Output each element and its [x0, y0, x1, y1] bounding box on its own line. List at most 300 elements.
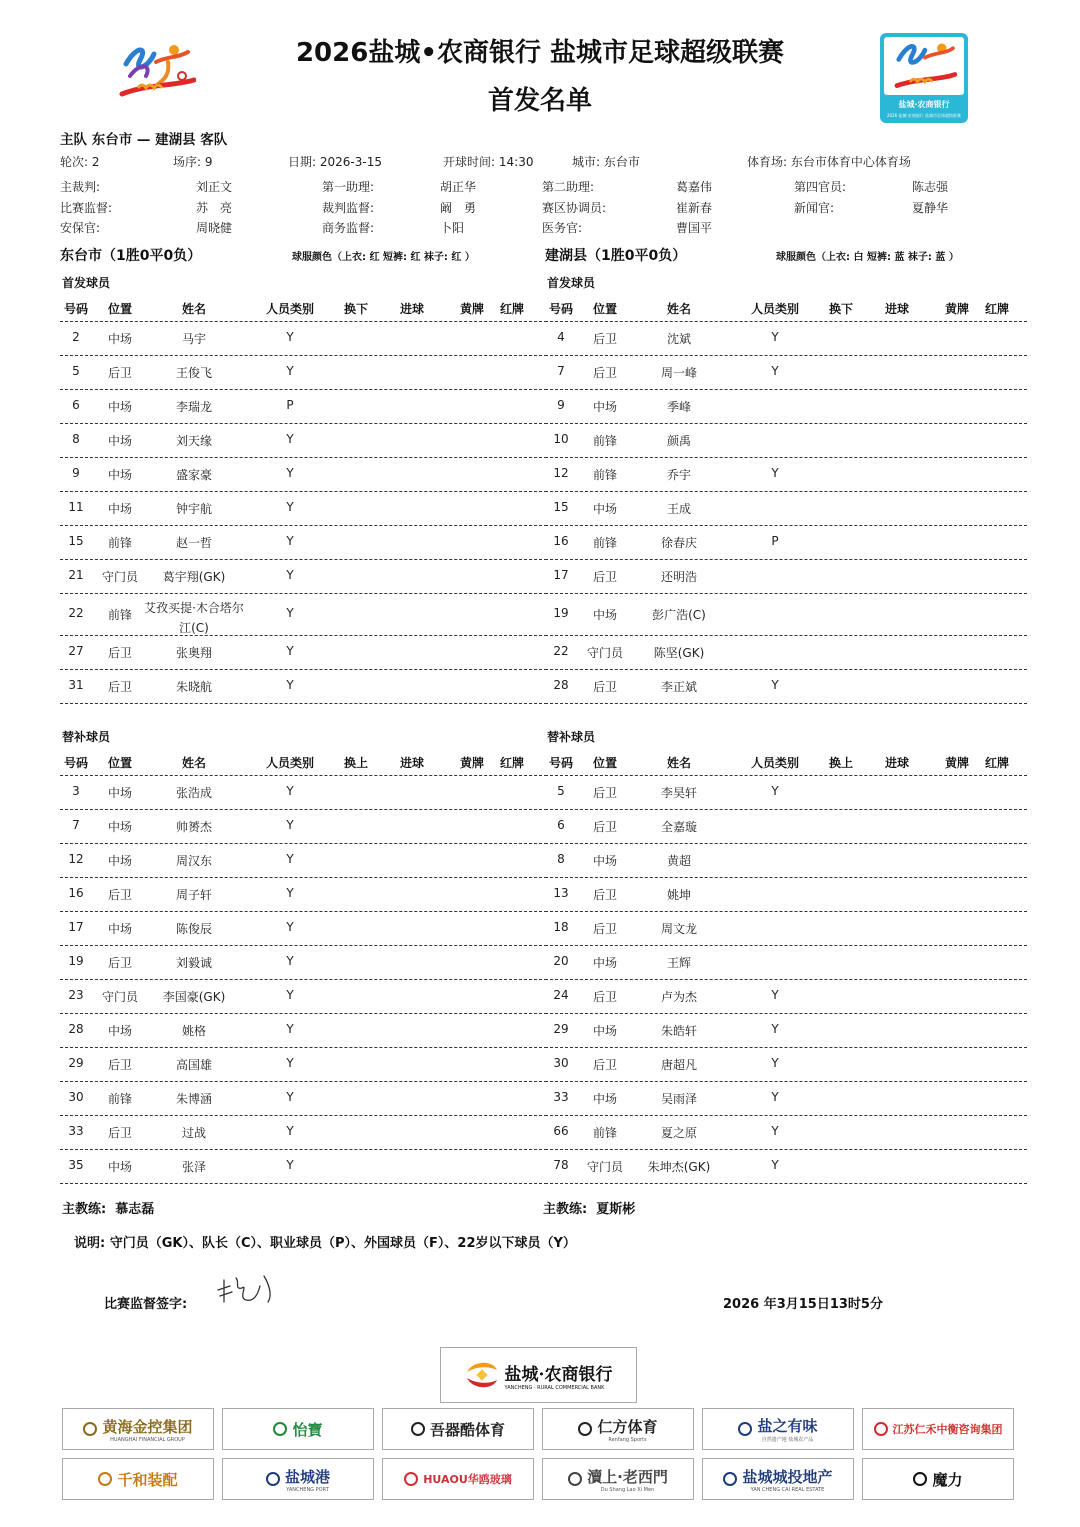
row-divider [545, 321, 1027, 322]
home-starters-row-position: 后卫 [107, 646, 132, 660]
away-subs-row-number: 18 [553, 920, 569, 934]
row-divider [545, 593, 1027, 594]
home-starters-row-category: Y [286, 364, 294, 378]
official-label: 主裁判: [60, 180, 101, 194]
page-title: 2026盐城•农商银行 盐城市足球超级联赛 [295, 38, 785, 68]
away-subs-row-name: 夏之原 [660, 1126, 697, 1140]
home-starters-row-name: 王俊飞 [175, 366, 212, 380]
official-label: 第四官员: [794, 180, 847, 194]
row-divider [60, 1149, 547, 1150]
away-subs-row-position: 后卫 [592, 990, 617, 1004]
match-number-info: 场序: 9 [173, 155, 213, 169]
column-header: 号码 [549, 756, 574, 770]
round-info: 轮次: 2 [60, 155, 100, 169]
away-starters-row-number: 17 [553, 568, 569, 582]
sponsor-mark-icon [411, 1422, 425, 1436]
home-subs-row-position: 守门员 [101, 990, 138, 1004]
row-divider [545, 1081, 1027, 1082]
away-starters-row-number: 10 [553, 432, 569, 446]
row-divider [60, 1047, 547, 1048]
column-header: 换下 [829, 302, 854, 316]
home-subs-row-number: 23 [68, 988, 84, 1002]
away-starters-row-name: 季峰 [666, 400, 691, 414]
away-starters-row-number: 9 [557, 398, 565, 412]
home-subs-row-category: Y [286, 886, 294, 900]
home-subs-row-name: 李国豪(GK) [162, 990, 226, 1004]
home-subs-row-category: Y [286, 988, 294, 1002]
away-subs-row-number: 24 [553, 988, 569, 1002]
away-starters-row-name: 彭广浩(C) [652, 608, 706, 622]
home-subs-row-name: 张浩成 [175, 786, 212, 800]
home-subs-row-name: 帅赟杰 [175, 820, 212, 834]
home-starters-row-position: 前锋 [107, 536, 132, 550]
column-header: 号码 [549, 302, 574, 316]
sponsor-logo: 瀆上·老西門 Du Shang Lao Xi Men [542, 1458, 694, 1500]
official-name: 胡正华 [440, 180, 477, 194]
home-starters-row-name: 朱晓航 [175, 680, 212, 694]
away-subs-row-name: 朱皓轩 [660, 1024, 697, 1038]
home-starters-row-category: Y [286, 330, 294, 344]
away-subs-row-position: 中场 [592, 1092, 617, 1106]
official-name: 陈志强 [912, 180, 949, 194]
sponsor-badge-text: 盐城·农商银行 [898, 100, 950, 109]
column-header: 号码 [64, 302, 89, 316]
matchup-heading: 主队 东台市 — 建湖县 客队 [60, 132, 228, 148]
home-starters-row-category: Y [286, 432, 294, 446]
home-starters-row-number: 15 [68, 534, 84, 548]
away-subs-row-name: 王辉 [666, 956, 691, 970]
home-subs-row-category: Y [286, 1090, 294, 1104]
official-label: 安保官: [60, 221, 101, 235]
home-subs-row-number: 3 [72, 784, 80, 798]
away-subs-row-category: Y [771, 1056, 779, 1070]
away-starters-row-position: 前锋 [592, 536, 617, 550]
row-divider [545, 389, 1027, 390]
signature-icon [214, 1272, 280, 1306]
home-subs-row-position: 前锋 [107, 1092, 132, 1106]
away-kit-colors: 球服颜色（上衣: 白 短裤: 蓝 袜子: 蓝 ） [776, 252, 959, 263]
away-starters-row-name: 徐春庆 [660, 536, 697, 550]
home-subs-row-number: 28 [68, 1022, 84, 1036]
sponsor-mark-icon [568, 1472, 582, 1486]
official-name: 曹国平 [676, 221, 713, 235]
away-subs-row-category: Y [771, 1124, 779, 1138]
sponsor-logo: 吾器酷体育 [382, 1408, 534, 1450]
row-divider [545, 669, 1027, 670]
sponsor-logo: 仁方体育 Renfang Sports [542, 1408, 694, 1450]
away-subs-row-position: 后卫 [592, 1058, 617, 1072]
home-subs-row-number: 12 [68, 852, 84, 866]
home-subs-row-category: Y [286, 920, 294, 934]
away-subs-row-position: 后卫 [592, 922, 617, 936]
home-subs-row-position: 中场 [107, 820, 132, 834]
away-starters-row-position: 中场 [592, 608, 617, 622]
column-header: 进球 [885, 756, 910, 770]
home-starters-row-number: 9 [72, 466, 80, 480]
sponsor-logo: 怡寶 [222, 1408, 374, 1450]
row-divider [545, 457, 1027, 458]
sponsor-logo: 千和装配 [62, 1458, 214, 1500]
home-starters-row-name: 赵一哲 [175, 536, 212, 550]
home-starters-row-number: 6 [72, 398, 80, 412]
away-starters-row-number: 15 [553, 500, 569, 514]
column-header: 姓名 [667, 302, 692, 316]
home-subs-row-position: 中场 [107, 786, 132, 800]
column-header: 人员类别 [751, 756, 800, 770]
column-header: 位置 [593, 756, 618, 770]
away-subs-row-name: 卢为杰 [660, 990, 697, 1004]
signature-datetime: 2026 年3月15日13时5分 [723, 1297, 883, 1312]
row-divider [60, 1081, 547, 1082]
away-subs-row-number: 29 [553, 1022, 569, 1036]
row-divider [545, 809, 1027, 810]
away-starters-row-number: 19 [553, 606, 569, 620]
home-starters-row-number: 27 [68, 644, 84, 658]
sponsor-mark-icon [98, 1472, 112, 1486]
row-divider [60, 389, 547, 390]
sponsor-mark-icon [578, 1422, 592, 1436]
away-starters-row-number: 22 [553, 644, 569, 658]
home-starters-row-name: 李瑞龙 [175, 400, 212, 414]
away-starters-row-name: 沈斌 [666, 332, 691, 346]
column-header: 红牌 [985, 302, 1010, 316]
home-subs-row-category: Y [286, 954, 294, 968]
home-starters-row-position: 后卫 [107, 366, 132, 380]
away-starters-row-name: 周一峰 [660, 366, 697, 380]
bank-logo-icon [465, 1360, 499, 1390]
home-subs-row-number: 33 [68, 1124, 84, 1138]
page-subtitle: 首发名单 [487, 86, 592, 116]
home-starters-row-number: 11 [68, 500, 84, 514]
away-subs-row-category: Y [771, 1090, 779, 1104]
home-head-coach: 主教练: 慕志磊 [62, 1202, 155, 1217]
title-sponsor-logo: 盐城·农商银行 YANCHENG · RURAL COMMERCIAL BANK [440, 1347, 637, 1403]
away-subs-row-position: 守门员 [586, 1160, 623, 1174]
home-subs-row-name: 陈俊辰 [175, 922, 212, 936]
column-header: 位置 [108, 756, 133, 770]
sponsor-logo: HUAOU华鸥玻璃 [382, 1458, 534, 1500]
sponsor-logo: 黄海金控集团 HUANGHAI FINANCIAL GROUP [62, 1408, 214, 1450]
away-starters-row-category: P [771, 534, 779, 548]
home-starters-row-category: P [286, 398, 294, 412]
sponsor-mark-icon [874, 1422, 888, 1436]
sponsor-logo: 江苏仁禾中衡咨询集团 [862, 1408, 1014, 1450]
row-divider [60, 703, 547, 704]
row-divider [60, 945, 547, 946]
home-starters-row-number: 2 [72, 330, 80, 344]
away-starters-row-position: 前锋 [592, 468, 617, 482]
row-divider [60, 1013, 547, 1014]
away-starters-row-name: 还明浩 [660, 570, 697, 584]
row-divider [545, 843, 1027, 844]
away-subs-row-name: 吴雨泽 [660, 1092, 697, 1106]
column-header: 人员类别 [751, 302, 800, 316]
home-subs-row-name: 过战 [181, 1126, 206, 1140]
column-header: 人员类别 [266, 302, 315, 316]
home-starters-row-number: 31 [68, 678, 84, 692]
column-header: 姓名 [667, 756, 692, 770]
city-info: 城市: 东台市 [572, 155, 640, 169]
home-subs-row-category: Y [286, 1056, 294, 1070]
column-header: 红牌 [985, 756, 1010, 770]
league-emblem-right [884, 37, 964, 95]
home-starters-row-position: 后卫 [107, 680, 132, 694]
home-starters-row-name: 艾孜买提·木合塔尔江(C) [144, 601, 244, 635]
home-subs-row-category: Y [286, 784, 294, 798]
column-header: 换上 [344, 756, 369, 770]
row-divider [545, 559, 1027, 560]
home-subs-row-name: 高国雄 [175, 1058, 212, 1072]
column-header: 人员类别 [266, 756, 315, 770]
away-starters-row-position: 守门员 [586, 646, 623, 660]
official-name: 崔新春 [676, 201, 713, 215]
away-starters-row-position: 后卫 [592, 332, 617, 346]
legend-note: 说明: 守门员（GK）、队长（C）、职业球员（P）、外国球员（F）、22岁以下球员（Y） [74, 1236, 576, 1251]
away-starters-row-name: 颜禹 [666, 434, 691, 448]
column-header: 位置 [593, 302, 618, 316]
away-subs-row-category: Y [771, 1158, 779, 1172]
row-divider [60, 775, 547, 776]
home-starters-row-position: 中场 [107, 332, 132, 346]
row-divider [60, 669, 547, 670]
home-subs-row-number: 17 [68, 920, 84, 934]
official-name: 夏静华 [912, 201, 949, 215]
away-starters-row-position: 中场 [592, 400, 617, 414]
row-divider [545, 525, 1027, 526]
home-starters-row-name: 葛宇翔(GK) [162, 570, 226, 584]
home-subs-row-number: 30 [68, 1090, 84, 1104]
away-starters-row-name: 王成 [666, 502, 691, 516]
row-divider [545, 1047, 1027, 1048]
away-starters-row-category: Y [771, 678, 779, 692]
away-starters-row-number: 16 [553, 534, 569, 548]
away-subs-row-number: 66 [553, 1124, 569, 1138]
row-divider [545, 355, 1027, 356]
column-header: 进球 [400, 302, 425, 316]
home-starters-row-number: 5 [72, 364, 80, 378]
home-subs-row-name: 周汉东 [175, 854, 212, 868]
column-header: 黄牌 [945, 756, 970, 770]
row-divider [545, 945, 1027, 946]
home-subs-row-position: 中场 [107, 854, 132, 868]
home-starters-row-name: 刘天缘 [175, 434, 212, 448]
away-subs-row-number: 78 [553, 1158, 569, 1172]
row-divider [545, 1149, 1027, 1150]
official-name: 葛嘉伟 [676, 180, 713, 194]
row-divider [60, 1183, 547, 1184]
home-starters-row-category: Y [286, 466, 294, 480]
home-starters-row-position: 中场 [107, 468, 132, 482]
away-starters-row-category: Y [771, 466, 779, 480]
official-label: 比赛监督: [60, 201, 113, 215]
sponsor-mark-icon [913, 1472, 927, 1486]
row-divider [60, 525, 547, 526]
away-subs-row-category: Y [771, 988, 779, 1002]
home-starters-row-category: Y [286, 500, 294, 514]
away-starters-label: 首发球员 [547, 276, 596, 290]
sponsor-logo: 盐城港 YANCHENG PORT [222, 1458, 374, 1500]
away-subs-row-position: 后卫 [592, 820, 617, 834]
away-subs-row-category: Y [771, 1022, 779, 1036]
row-divider [60, 457, 547, 458]
official-label: 裁判监督: [322, 201, 375, 215]
away-starters-row-name: 乔宇 [666, 468, 691, 482]
away-starters-row-number: 28 [553, 678, 569, 692]
row-divider [60, 1115, 547, 1116]
home-starters-row-position: 中场 [107, 434, 132, 448]
away-starters-row-category: Y [771, 364, 779, 378]
away-starters-row-position: 后卫 [592, 366, 617, 380]
stadium-info: 体育场: 东台市体育中心体育场 [747, 155, 911, 169]
away-subs-row-position: 中场 [592, 956, 617, 970]
away-subs-row-number: 13 [553, 886, 569, 900]
date-info: 日期: 2026-3-15 [288, 155, 382, 169]
official-label: 医务官: [542, 221, 583, 235]
away-subs-label: 替补球员 [547, 730, 596, 744]
away-starters-row-number: 4 [557, 330, 565, 344]
home-subs-row-name: 张泽 [181, 1160, 206, 1174]
home-subs-row-position: 中场 [107, 922, 132, 936]
row-divider [545, 635, 1027, 636]
official-label: 新闻官: [794, 201, 835, 215]
official-name: 苏 亮 [196, 201, 233, 215]
row-divider [60, 491, 547, 492]
row-divider [545, 703, 1027, 704]
row-divider [60, 979, 547, 980]
away-starters-row-name: 李正斌 [660, 680, 697, 694]
home-subs-row-position: 后卫 [107, 1058, 132, 1072]
home-kit-colors: 球服颜色（上衣: 红 短裤: 红 袜子: 红 ） [292, 252, 475, 263]
row-divider [60, 843, 547, 844]
sponsor-mark-icon [404, 1472, 418, 1486]
away-subs-row-position: 中场 [592, 854, 617, 868]
home-subs-row-number: 16 [68, 886, 84, 900]
row-divider [60, 559, 547, 560]
home-subs-row-position: 中场 [107, 1160, 132, 1174]
column-header: 进球 [400, 756, 425, 770]
away-subs-row-name: 唐超凡 [660, 1058, 697, 1072]
sponsor-logo: 盐之有味 自然遗产地 盐城农产品 [702, 1408, 854, 1450]
sponsor-mark-icon [738, 1422, 752, 1436]
column-header: 红牌 [500, 302, 525, 316]
row-divider [60, 423, 547, 424]
away-subs-row-category: Y [771, 784, 779, 798]
home-subs-row-number: 19 [68, 954, 84, 968]
home-subs-row-name: 姚格 [181, 1024, 206, 1038]
home-subs-label: 替补球员 [62, 730, 111, 744]
home-subs-row-name: 刘毅诚 [175, 956, 212, 970]
official-label: 商务监督: [322, 221, 375, 235]
away-subs-row-name: 周文龙 [660, 922, 697, 936]
home-starters-row-name: 马宇 [181, 332, 206, 346]
row-divider [545, 911, 1027, 912]
home-subs-row-position: 后卫 [107, 956, 132, 970]
away-subs-row-name: 全嘉璇 [660, 820, 697, 834]
away-starters-row-name: 陈坚(GK) [653, 646, 705, 660]
home-subs-row-name: 朱博涵 [175, 1092, 212, 1106]
home-subs-row-number: 7 [72, 818, 80, 832]
home-starters-row-category: Y [286, 678, 294, 692]
home-subs-row-category: Y [286, 852, 294, 866]
row-divider [60, 355, 547, 356]
home-subs-row-name: 周子轩 [175, 888, 212, 902]
column-header: 黄牌 [460, 756, 485, 770]
home-starters-row-name: 盛家豪 [175, 468, 212, 482]
official-name: 卜阳 [440, 221, 465, 235]
row-divider [60, 593, 547, 594]
row-divider [60, 877, 547, 878]
away-subs-row-position: 后卫 [592, 786, 617, 800]
row-divider [60, 809, 547, 810]
away-team-record: 建湖县（1胜0平0负） [545, 248, 687, 264]
official-label: 第一助理: [322, 180, 375, 194]
row-divider [545, 1183, 1027, 1184]
row-divider [60, 635, 547, 636]
away-head-coach: 主教练: 夏斯彬 [543, 1202, 636, 1217]
row-divider [545, 423, 1027, 424]
away-starters-row-position: 后卫 [592, 680, 617, 694]
column-header: 姓名 [182, 302, 207, 316]
row-divider [545, 775, 1027, 776]
sponsor-mark-icon [723, 1472, 737, 1486]
home-starters-row-category: Y [286, 644, 294, 658]
column-header: 姓名 [182, 756, 207, 770]
home-starters-row-position: 守门员 [101, 570, 138, 584]
away-subs-row-number: 30 [553, 1056, 569, 1070]
away-subs-row-name: 姚坤 [666, 888, 691, 902]
sponsor-logo: 魔力 [862, 1458, 1014, 1500]
row-divider [545, 877, 1027, 878]
away-subs-row-name: 黄超 [666, 854, 691, 868]
column-header: 进球 [885, 302, 910, 316]
away-starters-row-number: 7 [557, 364, 565, 378]
row-divider [545, 979, 1027, 980]
home-subs-row-category: Y [286, 1022, 294, 1036]
column-header: 位置 [108, 302, 133, 316]
away-subs-row-number: 8 [557, 852, 565, 866]
home-starters-row-category: Y [286, 606, 294, 620]
away-starters-row-number: 12 [553, 466, 569, 480]
home-starters-row-category: Y [286, 534, 294, 548]
home-starters-row-position: 中场 [107, 400, 132, 414]
kickoff-info: 开球时间: 14:30 [443, 155, 534, 169]
home-subs-row-position: 后卫 [107, 888, 132, 902]
sponsor-mark-icon [273, 1422, 287, 1436]
home-starters-row-name: 钟宇航 [175, 502, 212, 516]
home-starters-row-number: 22 [68, 606, 84, 620]
column-header: 换上 [829, 756, 854, 770]
official-name: 刘正文 [196, 180, 233, 194]
sponsor-badge-small-text: 2026 盐城·农商银行 盐城市足球超级联赛 [887, 113, 961, 118]
sponsor-logo: 盐城城投地产 YAN CHENG CAI REAL ESTATE [702, 1458, 854, 1500]
home-subs-row-category: Y [286, 1124, 294, 1138]
away-subs-row-number: 5 [557, 784, 565, 798]
home-starters-label: 首发球员 [62, 276, 111, 290]
column-header: 号码 [64, 756, 89, 770]
home-starters-row-name: 张奥翔 [175, 646, 212, 660]
sponsor-badge [880, 33, 968, 123]
home-starters-row-position: 中场 [107, 502, 132, 516]
away-subs-row-position: 后卫 [592, 888, 617, 902]
away-starters-row-position: 后卫 [592, 570, 617, 584]
home-subs-row-position: 后卫 [107, 1126, 132, 1140]
away-subs-row-number: 20 [553, 954, 569, 968]
column-header: 换下 [344, 302, 369, 316]
row-divider [60, 911, 547, 912]
sponsor-mark-icon [266, 1472, 280, 1486]
column-header: 红牌 [500, 756, 525, 770]
away-subs-row-name: 朱坤杰(GK) [647, 1160, 711, 1174]
